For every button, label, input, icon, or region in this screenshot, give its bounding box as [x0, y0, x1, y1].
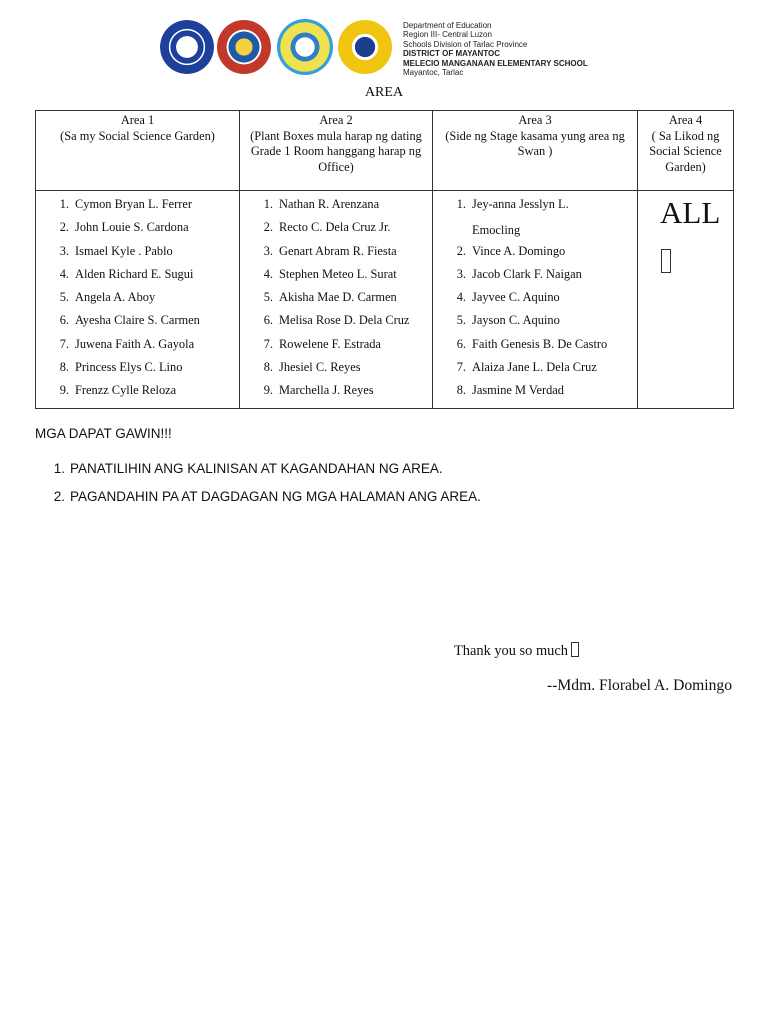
school-seal-icon — [338, 20, 392, 74]
list-item: 6. Melisa Rose D. Dela Cruz — [263, 313, 410, 328]
list-item: 7. Rowelene F. Estrada — [263, 336, 381, 351]
area-header — [240, 111, 433, 191]
missing-glyph-icon — [571, 642, 579, 657]
area-2-members — [240, 191, 432, 408]
division-seal-icon — [217, 20, 271, 74]
list-item: 3. Jacob Clark F. Naigan — [456, 266, 582, 281]
list-item: 2. PAGANDAHIN PA AT DAGDAGAN NG MGA HALAMAN ANG AREA. — [53, 489, 481, 504]
area-header-line: Area 4 — [668, 113, 703, 127]
area-2-cell — [240, 191, 433, 409]
todo-list — [35, 458, 481, 514]
area-4-assignment: ALL — [660, 195, 721, 230]
area-header-line: (Plant Boxes mula harap ng dating Grade 1 Room hanggang harap ng Office) — [250, 128, 422, 174]
list-item: 1. PANATILIHIN ANG KALINISAN AT KAGANDAHAN NG AREA. — [53, 461, 443, 476]
list-item: 2. Recto C. Dela Cruz Jr. — [263, 220, 391, 235]
list-item: 6. Ayesha Claire S. Carmen — [59, 313, 200, 328]
list-item: 8. Jhesiel C. Reyes — [263, 360, 361, 375]
list-item: 9. Frenzz Cylle Reloza — [59, 383, 177, 398]
list-item: 7. Alaiza Jane L. Dela Cruz — [456, 360, 597, 375]
area-3-members — [433, 191, 637, 408]
page-title: AREA — [364, 85, 404, 100]
area-assignment-table — [35, 110, 734, 409]
area-1-members — [36, 191, 239, 408]
letterhead — [158, 18, 618, 80]
list-item: 8. Princess Elys C. Lino — [59, 360, 183, 375]
list-item: 5. Angela A. Aboy — [59, 290, 156, 305]
letterhead-line: Schools Division of Tarlac Province — [403, 39, 528, 49]
closing-text: Thank you so much — [454, 643, 568, 659]
area-header-line: (Sa my Social Science Garden) — [60, 128, 215, 143]
todo-title: MGA DAPAT GAWIN!!! — [35, 426, 172, 441]
signature: --Mdm. Florabel A. Domingo — [547, 677, 732, 694]
area-header-line: Area 3 — [518, 113, 552, 127]
list-item: 7. Juwena Faith A. Gayola — [59, 336, 195, 351]
area-header — [433, 111, 638, 191]
list-item: 3. Genart Abram R. Fiesta — [263, 243, 397, 258]
list-item: 2. John Louie S. Cardona — [59, 220, 189, 235]
list-item: 1. Cymon Bryan L. Ferrer — [59, 197, 192, 211]
list-item: 1. Nathan R. Arenzana — [263, 197, 380, 211]
list-item: 4. Jayvee C. Aquino — [456, 290, 560, 305]
list-item: 8. Jasmine M Verdad — [456, 383, 564, 398]
letterhead-line: Mayantoc, Tarlac — [403, 68, 464, 78]
closing-line — [454, 642, 579, 660]
list-item-continuation: Emocling — [472, 223, 521, 238]
area-1-cell — [36, 191, 240, 409]
area-3-cell — [433, 191, 638, 409]
table-header-row — [36, 111, 734, 191]
list-item: 2. Vince A. Domingo — [456, 243, 566, 258]
list-item: 5. Akisha Mae D. Carmen — [263, 290, 397, 305]
list-item: 4. Stephen Meteo L. Surat — [263, 266, 397, 281]
area-4-cell — [638, 191, 734, 409]
list-item: 5. Jayson C. Aquino — [456, 313, 560, 328]
list-item: 6. Faith Genesis B. De Castro — [456, 336, 608, 351]
missing-glyph-icon — [661, 249, 671, 273]
district-seal-icon — [277, 19, 333, 75]
letterhead-line: MELECIO MANGANAAN ELEMENTARY SCHOOL — [403, 58, 588, 68]
letterhead-line: Department of Education — [403, 21, 492, 30]
letterhead-text — [403, 21, 588, 77]
list-item: 9. Marchella J. Reyes — [263, 383, 374, 398]
area-header-line: Area 2 — [319, 113, 353, 127]
list-item: 3. Ismael Kyle . Pablo — [59, 243, 173, 258]
table-body-row — [36, 191, 734, 409]
area-header — [36, 111, 240, 191]
letterhead-line: Region III- Central Luzon — [403, 30, 492, 40]
deped-seal-icon — [160, 20, 214, 74]
area-header — [638, 111, 734, 191]
area-header-line: Area 1 — [120, 113, 155, 127]
area-header-line: ( Sa Likod ng Social Science Garden) — [649, 128, 722, 174]
list-item: 1. Jey-anna Jesslyn L. — [456, 197, 569, 211]
letterhead-line: DISTRICT OF MAYANTOC — [403, 49, 501, 59]
area-header-line: (Side ng Stage kasama yung area ng Swan ) — [445, 128, 625, 159]
list-item: 4. Alden Richard E. Sugui — [59, 266, 194, 281]
